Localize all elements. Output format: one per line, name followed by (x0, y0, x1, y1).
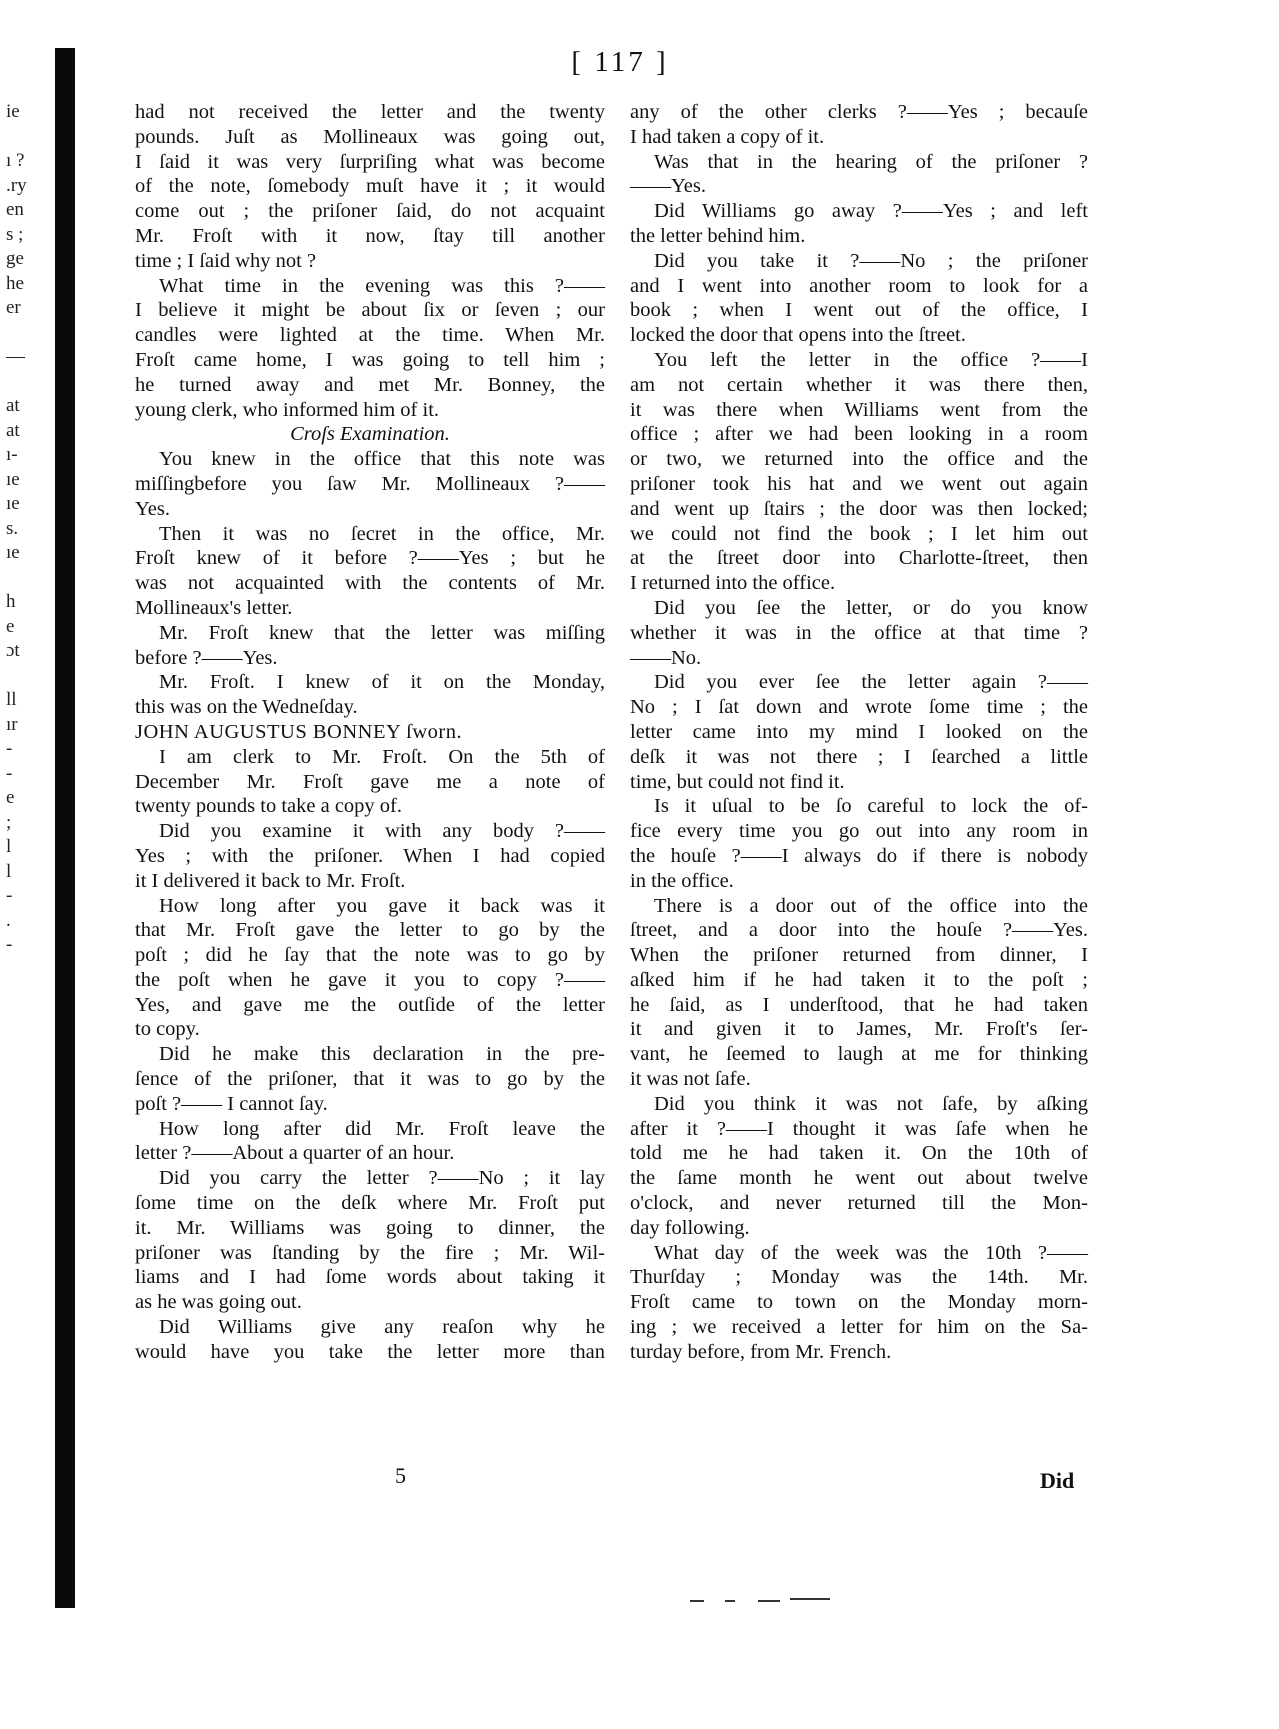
right-column-line: Did you think it was not ſafe, by aſking (654, 1092, 1088, 1115)
right-column-line: Thurſday ; Monday was the 14th. Mr. (630, 1266, 1088, 1289)
bleed-fragment: en (6, 199, 24, 220)
left-column-line: Mollineaux's letter. (135, 596, 293, 619)
right-column-line: No ; I ſat down and wrote ſome time ; the (630, 696, 1088, 719)
right-column-line: Froſt came to town on the Monday morn- (630, 1291, 1088, 1314)
scan-speck (790, 1598, 830, 1600)
bleed-fragment: ıe (6, 493, 20, 514)
binding-shadow (55, 48, 75, 1608)
left-column-line: was not acquainted with the contents of Mr. (135, 572, 605, 595)
right-column-line: any of the other clerks ?——Yes ; becauſe (630, 101, 1088, 123)
right-column-line: When the priſoner returned from dinner, I (630, 944, 1088, 967)
page-number: [ 117 ] (571, 46, 669, 78)
right-column-line: he ſaid, as I underſtood, that he had taken (630, 993, 1088, 1016)
right-column-line: There is a door out of the office into the (654, 894, 1088, 917)
right-column-line: Did you ever ſee the letter again ?—— (654, 671, 1088, 694)
right-column-line: it was there when Williams went from the (630, 398, 1088, 421)
left-column-line: he turned away and met Mr. Bonney, the (135, 373, 605, 396)
left-column-line: Mr. Froſt knew that the letter was miſſing (159, 621, 605, 644)
right-column-line: told me he had taken it. On the 10th of (630, 1142, 1088, 1165)
left-column-line: poſt ; did he ſay that the note was to go by (135, 944, 605, 967)
left-column-line: ſence of the priſoner, that it was to go by the (135, 1068, 605, 1091)
right-column-line: What day of the week was the 10th ?—— (654, 1241, 1088, 1264)
left-column-line: time ; I ſaid why not ? (135, 249, 317, 272)
bleed-fragment: l (6, 860, 12, 882)
left-column-line: I believe it might be about ſix or ſeven ; our (135, 299, 605, 322)
left-column-line: I ſaid it was very ſurpriſing what was become (135, 150, 605, 173)
signature-mark: 5 (395, 1463, 406, 1488)
scan-speck (690, 1600, 704, 1602)
right-column-line: Is it uſual to be ſo careful to lock the of- (654, 795, 1088, 818)
right-column-line: ing ; we received a letter for him on the Sa- (630, 1316, 1088, 1339)
right-column-line: vant, he ſeemed to laugh at me for thinking (630, 1043, 1088, 1066)
bleed-fragment: - (6, 885, 13, 906)
bleed-fragment (0, 321, 48, 346)
right-column-line: in the office. (630, 869, 734, 892)
left-column-line: Mr. Froſt. I knew of it on the Monday, (159, 671, 605, 694)
right-column-line: priſoner took his hat and we went out again (630, 472, 1088, 495)
right-column-line: and I went into another room to look for a (630, 274, 1088, 297)
right-column-line: I had taken a copy of it. (630, 125, 825, 148)
left-column-line: Yes. (135, 497, 170, 520)
right-column-line: day following. (630, 1216, 750, 1239)
bleed-fragment: - (6, 762, 13, 784)
bleed-fragment: ıe (6, 542, 20, 563)
bleed-fragment: - (6, 738, 13, 759)
right-column-line: Did you take it ?——No ; the priſoner (654, 249, 1088, 272)
left-column-line: it. Mr. Williams was going to dinner, the (135, 1216, 605, 1239)
left-column-line: before ?——Yes. (135, 646, 278, 669)
bleed-fragment: - (6, 934, 13, 955)
bleed-fragment: ll (6, 689, 17, 710)
left-column-line: miſſingbefore you ſaw Mr. Mollineaux ?—— (135, 472, 605, 495)
left-column-line: candles were lighted at the time. When Mr. (135, 324, 605, 347)
right-column-line: turday before, from Mr. French. (630, 1340, 892, 1363)
left-column-line: priſoner was ſtanding by the fire ; Mr. Wil- (135, 1241, 605, 1264)
bleed-fragment: ɔt (6, 640, 20, 661)
left-column-line: Froſt came home, I was going to tell him ; (135, 348, 605, 371)
bleed-fragment (0, 370, 48, 395)
right-column-line: the houſe ?——I always do if there is nobody (630, 844, 1088, 867)
left-column-line: Did Williams give any reaſon why he (159, 1316, 605, 1339)
left-column-line: Mr. Froſt with it now, ſtay till another (135, 224, 605, 247)
right-column (630, 100, 1088, 1365)
left-column-line: What time in the evening was this ?—— (159, 274, 605, 297)
left-column-line: to copy. (135, 1018, 200, 1041)
left-column-line: Croſs Examination. (290, 423, 450, 446)
right-column-line: it and given it to James, Mr. Froſt's ſer- (630, 1018, 1088, 1041)
right-column-line: am not certain whether it was there then, (630, 373, 1088, 396)
bleed-fragment (0, 566, 48, 591)
left-column-line: the poſt when he gave it you to copy ?—— (135, 968, 605, 991)
bleed-fragment: ır (6, 713, 18, 735)
right-column-line: after it ?——I thought it was ſafe when he (630, 1117, 1088, 1140)
left-column (135, 100, 605, 1365)
right-column-line: time, but could not find it. (630, 770, 845, 793)
bleed-fragment: . (6, 909, 11, 931)
bleed-fragment: e (6, 615, 15, 637)
left-column-line: liams and I had ſome words about taking it (135, 1266, 605, 1289)
catchword: Did (1040, 1468, 1075, 1493)
right-column-line: You left the letter in the office ?——I (654, 348, 1088, 371)
bleed-fragment: he (6, 272, 24, 294)
left-column-line: Yes, and gave me the outſide of the letter (135, 993, 605, 1016)
left-column-line: How long after you gave it back was it (159, 894, 605, 917)
bleed-fragment: ı ? (6, 150, 25, 171)
bleed-fragment: er (6, 297, 21, 318)
left-column-line: letter ?——About a quarter of an hour. (135, 1142, 455, 1165)
left-column-line: How long after did Mr. Froſt leave the (159, 1117, 605, 1140)
left-column-line: it I delivered it back to Mr. Froſt. (135, 869, 406, 892)
left-column-line: that Mr. Froſt gave the letter to go by the (135, 919, 605, 942)
left-column-line: as he was going out. (135, 1291, 302, 1314)
left-column-line: Froſt knew of it before ?——Yes ; but he (135, 547, 605, 570)
scan-speck (725, 1600, 735, 1602)
right-column-line: o'clock, and never returned till the Mon- (630, 1192, 1088, 1215)
right-column-line: Did Williams go away ?——Yes ; and left (654, 200, 1088, 223)
left-column-line: twenty pounds to take a copy of. (135, 795, 403, 818)
left-column-line: Did you carry the letter ?——No ; it lay (159, 1167, 605, 1190)
left-column-line: You knew in the office that this note was (159, 448, 605, 471)
left-column-line: young clerk, who informed him of it. (135, 398, 440, 421)
left-column-line: Did he make this declaration in the pre- (159, 1043, 605, 1066)
right-column-line: Did you ſee the letter, or do you know (654, 596, 1088, 619)
bleed-fragment (0, 125, 48, 150)
left-column-line: would have you take the letter more than (135, 1340, 605, 1363)
left-column-line: I am clerk to Mr. Froſt. On the 5th of (159, 745, 605, 768)
right-column-line: and went up ſtairs ; the door was then locked; (630, 497, 1088, 520)
right-column-line: office ; after we had been looking in a room (630, 423, 1088, 446)
left-column-line: come out ; the priſoner ſaid, do not acquaint (135, 200, 605, 223)
right-column-line: ——Yes. (630, 175, 706, 198)
bleed-fragment (0, 664, 48, 689)
left-column-line: poſt ?—— I cannot ſay. (135, 1092, 328, 1115)
right-column-line: the ſame month he went out about twelve (630, 1167, 1088, 1190)
bleed-fragment: — (6, 346, 25, 367)
bleed-fragment: ; (6, 811, 12, 833)
right-column-line: fice every time you go out into any room in (630, 820, 1088, 843)
scan-speck (758, 1600, 780, 1602)
left-column-line: this was on the Wedneſday. (135, 696, 358, 719)
right-column-line: whether it was in the office at that time ? (630, 621, 1088, 644)
bleed-fragment: h (6, 591, 16, 612)
bleed-fragment: at (6, 395, 20, 416)
right-column-line: letter came into my mind I looked on the (630, 720, 1088, 743)
bleed-fragment: ie (6, 101, 20, 122)
right-column-line: or two, we returned into the office and the (630, 448, 1088, 471)
bleed-fragment: at (6, 419, 20, 441)
left-column-line: December Mr. Froſt gave me a note of (135, 770, 605, 793)
right-column-line: locked the door that opens into the ſtreet. (630, 324, 966, 347)
right-column-line: deſk it was not there ; I ſearched a little (630, 745, 1088, 768)
right-column-line: I returned into the office. (630, 572, 836, 595)
right-column-line: Was that in the hearing of the priſoner ? (654, 150, 1088, 173)
left-column-line: Did you examine it with any body ?—— (159, 820, 605, 843)
right-column-line: ——No. (630, 646, 702, 669)
bleed-fragment: s. (6, 517, 19, 539)
right-column-line: we could not find the book ; I let him out (630, 522, 1088, 545)
left-column-line: Then it was no ſecret in the office, Mr. (159, 522, 605, 545)
bleed-fragment: e (6, 787, 15, 808)
bleed-fragment: s ; (6, 223, 24, 245)
left-column-line: ſome time on the deſk where Mr. Froſt put (135, 1192, 605, 1215)
right-column-line: the letter behind him. (630, 224, 806, 247)
left-column-line: Yes ; with the priſoner. When I had copied (135, 844, 605, 867)
right-column-line: book ; when I went out of the office, I (630, 299, 1088, 322)
bleed-fragment: ıe (6, 468, 20, 490)
left-column-line: pounds. Juſt as Mollineaux was going out, (135, 125, 605, 148)
left-column-line: had not received the letter and the twenty (135, 101, 605, 123)
left-column-line: JOHN AUGUSTUS BONNEY ſworn. (135, 720, 463, 743)
right-column-line: at the ſtreet door into Charlotte-ſtreet, then (630, 547, 1088, 570)
right-column-line: ſtreet, and a door into the houſe ?——Yes. (630, 919, 1088, 942)
right-column-line: aſked him if he had taken it to the poſt ; (630, 968, 1088, 991)
bleed-fragment: .ry (6, 174, 27, 196)
left-column-line: of the note, ſomebody muſt have it ; it would (135, 175, 605, 198)
bleed-fragment: ge (6, 248, 24, 269)
bleed-fragment: ı- (6, 444, 18, 465)
right-column-line: it was not ſafe. (630, 1068, 751, 1091)
bleed-fragment: l (6, 836, 12, 857)
facing-page-bleed (0, 100, 48, 958)
